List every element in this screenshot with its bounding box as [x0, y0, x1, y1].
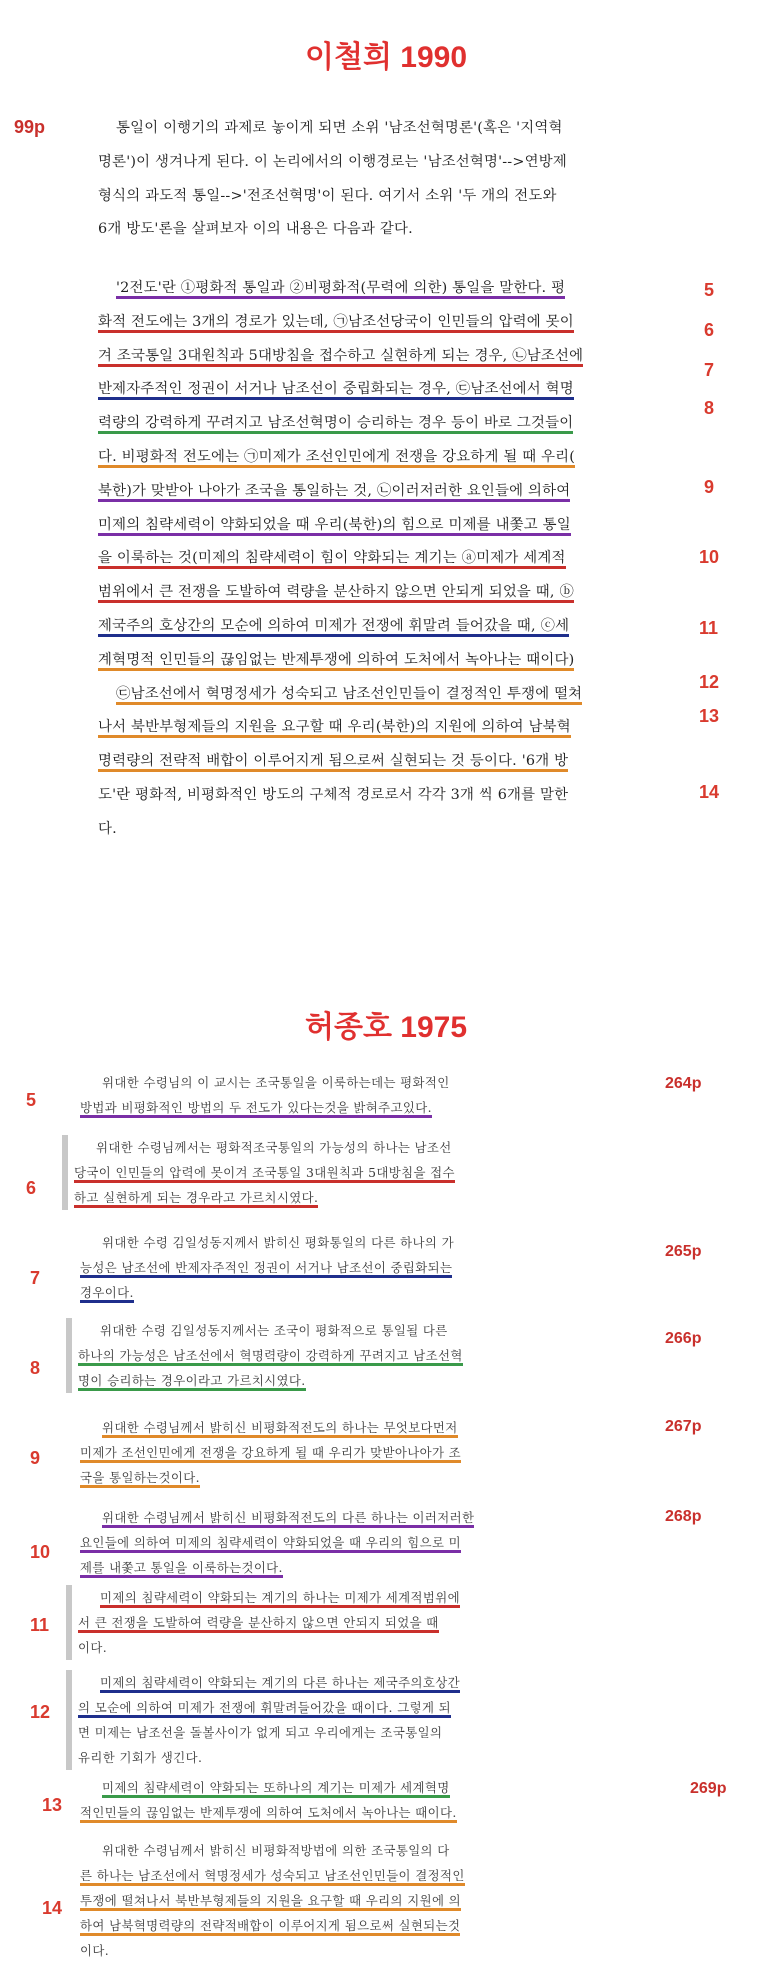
scan-line: [78, 1368, 638, 1393]
marker-12: 12: [699, 672, 720, 692]
body-line: 도'란 평화적, 비평화적인 방도의 구체적 경로로서 각각 3개 씩 6개를 말한: [98, 786, 569, 803]
body-line: [98, 610, 698, 644]
body-line-text: 제국주의 호상간의 모순에 의하여 미제가 전쟁에 휘말려 들어갔을 때, ⓒ세: [98, 618, 569, 637]
scan-line-text: 방법과 비평화적인 방법의 두 전도가 있다는것을 밝혀주고있다.: [80, 1100, 432, 1118]
block-7: [80, 1230, 640, 1305]
body-line-text: '2전도'란 ①평화적 통일과 ②비평화적(무력에 의한) 통일을 말한다. 평: [116, 280, 565, 299]
body-line-text: 다. 비평화적 전도에는 ㉠미제가 조선인민에게 전쟁을 강요하게 될 때 우리(: [98, 449, 575, 468]
body-line: [98, 711, 698, 745]
scan-line: [80, 1800, 640, 1825]
block-8-page: 266p: [665, 1330, 702, 1347]
block-9: [80, 1415, 640, 1490]
marker-10: 10: [699, 547, 720, 567]
body-line-text: 반제자주적인 정권이 서거나 남조선이 중립화되는 경우, ㉢남조선에서 혁명: [98, 381, 574, 400]
marker-11: 11: [699, 618, 719, 638]
scan-line: [80, 1863, 640, 1888]
block-10-page: 268p: [665, 1508, 702, 1525]
scan-line-text: 하고 실현하게 되는 경우라고 가르치시였다.: [74, 1190, 318, 1208]
body-line: [98, 542, 698, 576]
section1-title: 이철희 1990: [304, 41, 467, 74]
block-13: [80, 1775, 640, 1825]
body-line: [98, 509, 698, 543]
scan-line-text: 제를 내쫓고 통일을 이룩하는것이다.: [80, 1560, 283, 1578]
scan-line-text: 경우이다.: [80, 1285, 134, 1303]
scan-line: [80, 1505, 640, 1530]
body-line-text: 계혁명적 인민들의 끊임없는 반제투쟁에 의하여 도처에서 녹아나는 때이다): [98, 652, 574, 671]
scan-line: [80, 1415, 640, 1440]
scan-line-text: 위대한 수령님께서 밝히신 비평화적방법에 의한 조국통일의 다: [102, 1843, 450, 1858]
body-line-text: 명력량의 전략적 배합이 이루어지게 됨으로써 실현되는 것 등이다. '6개 방: [98, 753, 568, 772]
intro-line: 통일이 이행기의 과제로 놓이게 되면 소위 '남조선혁명론'(혹은 '지역혁: [116, 120, 563, 136]
block-14-num: 14: [42, 1898, 63, 1918]
scan-line: [80, 1440, 640, 1465]
marker-6: 6: [704, 320, 715, 340]
scan-line: [78, 1695, 638, 1720]
scan-line-text: 위대한 수령님의 이 교시는 조국통일을 이룩하는데는 평화적인: [102, 1075, 450, 1090]
block-7-page: 265p: [665, 1243, 702, 1260]
block-10-num: 10: [30, 1542, 51, 1562]
body-line-text: 북한)가 맞받아 나아가 조국을 통일하는 것, ㉡이러저러한 요인들에 의하여: [98, 483, 570, 502]
intro-line: 형식의 과도적 통일-->'전조선혁명'이 된다. 여기서 소위 '두 개의 전도와: [98, 187, 557, 204]
scan-line-text: 미제가 조선인민에게 전쟁을 강요하게 될 때 우리가 맞받아나아가 조: [80, 1445, 461, 1463]
scan-line: [80, 1555, 640, 1580]
body-line-text: 력량의 강력하게 꾸려지고 남조선혁명이 승리하는 경우 등이 바로 그것들이: [98, 415, 573, 434]
scan-line: [80, 1913, 640, 1938]
body-line: [98, 475, 698, 509]
block-13-page: 269p: [690, 1780, 727, 1797]
body-line: [98, 407, 698, 441]
intro-line: 명론')이 생겨나게 된다. 이 논리에서의 이행경로는 '남조선혁명'-->연방제: [98, 153, 567, 170]
scan-line-text: 위대한 수령님께서 밝히신 비평화적전도의 다른 하나는 이러저러한: [102, 1510, 474, 1528]
scan-line-text: 의 모순에 의하여 미제가 전쟁에 휘말려들어갔을 때이다. 그렇게 되: [78, 1700, 451, 1718]
body-line: [98, 340, 698, 374]
scan-line-text: 하나의 가능성은 남조선에서 혁명력량이 강력하게 꾸려지고 남조선혁: [78, 1348, 463, 1366]
body-line: [98, 745, 698, 779]
scan-line: [80, 1070, 640, 1095]
body-line-text: 화적 전도에는 3개의 경로가 있는데, ㉠남조선당국이 인민들의 압력에 못이: [98, 314, 574, 333]
scan-line-text: 이다.: [78, 1640, 108, 1655]
scan-line-text: 미제의 침략세력이 약화되는 또하나의 계기는 미제가 세계혁명: [102, 1780, 450, 1798]
body-line-text: 범위에서 큰 전쟁을 도발하여 력량을 분산하지 않으면 안되게 되었을 때, ⓑ: [98, 584, 574, 603]
scan-line: [78, 1720, 638, 1745]
block-9-num: 9: [30, 1448, 41, 1468]
body-line: [98, 576, 698, 610]
scan-line-text: 능성은 남조선에 반제자주적인 정권이 서거나 남조선이 중립화되는: [80, 1260, 452, 1278]
block-13-num: 13: [42, 1795, 63, 1815]
scan-line: [80, 1938, 640, 1963]
scan-line: [74, 1135, 634, 1160]
marker-9: 9: [704, 477, 715, 497]
scan-line: [80, 1465, 640, 1490]
scan-line-text: 유리한 기회가 생긴다.: [78, 1750, 203, 1765]
body-line-text: 겨 조국통일 3대원칙과 5대방침을 접수하고 실현하게 되는 경우, ㉡남조선에: [98, 348, 583, 367]
scan-line: [80, 1280, 640, 1305]
scan-line-text: 국을 통일하는것이다.: [80, 1470, 200, 1488]
scan-line-text: 위대한 수령 김일성동지께서는 조국이 평화적으로 통일될 다른: [100, 1323, 448, 1338]
scan-line: [78, 1745, 638, 1770]
block-6-num: 6: [26, 1178, 37, 1198]
block-11: [66, 1585, 638, 1660]
scan-line: [80, 1530, 640, 1555]
body-line-text: ㉢남조선에서 혁명정세가 성숙되고 남조선인민들이 결정적인 투쟁에 떨쳐: [116, 686, 582, 705]
block-9-page: 267p: [665, 1418, 702, 1435]
body-line-text: 나서 북반부형제들의 지원을 요구할 때 우리(북한)의 지원에 의하여 남북혁: [98, 719, 571, 738]
intro-line: 6개 방도'론을 살펴보자 이의 내용은 다음과 같다.: [98, 221, 413, 238]
marker-13: 13: [699, 706, 720, 726]
block-12: [66, 1670, 638, 1770]
scan-line: [80, 1838, 640, 1863]
body-line: [98, 678, 698, 712]
scan-line-text: 요인들에 의하여 미제의 침략세력이 약화되었을 때 우리의 힘으로 미: [80, 1535, 461, 1553]
block-7-num: 7: [30, 1268, 41, 1288]
body-line-text: 을 이룩하는 것(미제의 침략세력이 힘이 약화되는 계기는 ⓐ미제가 세계적: [98, 550, 566, 569]
scan-line: [78, 1635, 638, 1660]
block-10: [80, 1505, 640, 1580]
section1-intro: [98, 112, 698, 247]
scan-line-text: 미제의 침략세력이 약화되는 계기의 하나는 미제가 세계적범위에: [100, 1590, 460, 1608]
block-5-num: 5: [26, 1090, 37, 1110]
block-14: [80, 1838, 640, 1963]
body-line: [98, 644, 698, 678]
body-line: [98, 373, 698, 407]
scan-line-text: 명이 승리하는 경우이라고 가르치시였다.: [78, 1373, 306, 1391]
scan-line-text: 위대한 수령님께서 밝히신 비평화적전도의 하나는 무엇보다먼저: [102, 1420, 458, 1438]
scan-line: [78, 1670, 638, 1695]
block-8-num: 8: [30, 1358, 41, 1378]
marker-14: 14: [699, 782, 720, 802]
scan-line-text: 위대한 수령 김일성동지께서 밝히신 평화통일의 다른 하나의 가: [102, 1235, 454, 1250]
scan-line-text: 투쟁에 떨쳐나서 북반부형제들의 지원을 요구할 때 우리의 지원에 의: [80, 1893, 461, 1911]
block-6: [62, 1135, 634, 1210]
block-5-page: 264p: [665, 1075, 702, 1092]
scan-line-text: 서 큰 전쟁을 도발하여 력량을 분산하지 않으면 안되지 되었을 때: [78, 1615, 439, 1633]
scan-line: [80, 1230, 640, 1255]
scan-line-text: 면 미제는 남조선을 돌볼사이가 없게 되고 우리에게는 조국통일의: [78, 1725, 443, 1740]
marker-5: 5: [704, 280, 715, 300]
scan-line: [78, 1610, 638, 1635]
scan-line: [80, 1775, 640, 1800]
section1-body: [98, 272, 698, 847]
scan-line-text: 적인민들의 끊임없는 반제투쟁에 의하여 도처에서 녹아나는 때이다.: [80, 1805, 457, 1823]
body-line: 다.: [98, 820, 117, 837]
scan-line-text: 미제의 침략세력이 약화되는 계기의 다른 하나는 제국주의호상간: [100, 1675, 460, 1693]
marker-7: 7: [704, 360, 715, 380]
body-line: [98, 441, 698, 475]
scan-line: [80, 1095, 640, 1120]
scan-line-text: 위대한 수령님께서는 평화적조국통일의 가능성의 하나는 남조선: [96, 1140, 452, 1155]
scan-line-text: 른 하나는 남조선에서 혁명정세가 성숙되고 남조선인민들이 결정적인: [80, 1868, 465, 1886]
scan-line: [74, 1185, 634, 1210]
body-line: [98, 306, 698, 340]
body-line: [98, 272, 698, 306]
body-line-text: 미제의 침략세력이 약화되었을 때 우리(북한)의 힘으로 미제를 내쫓고 통일: [98, 517, 571, 536]
scan-line: [80, 1888, 640, 1913]
scan-line-text: 하여 남북혁명력량의 전략적배합이 이루어지게 됨으로써 실현되는것: [80, 1918, 460, 1936]
section1-page-label: 99p: [14, 117, 46, 137]
block-11-num: 11: [30, 1615, 50, 1635]
scan-line: [78, 1585, 638, 1610]
scan-line: [78, 1343, 638, 1368]
scan-line: [80, 1255, 640, 1280]
marker-8: 8: [704, 398, 715, 418]
scan-line-text: 이다.: [80, 1943, 110, 1958]
scan-line: [74, 1160, 634, 1185]
block-8: [66, 1318, 638, 1393]
scan-line: [78, 1318, 638, 1343]
block-12-num: 12: [30, 1702, 51, 1722]
scan-line-text: 당국이 인민들의 압력에 못이겨 조국통일 3대원칙과 5대방침을 접수: [74, 1165, 455, 1183]
block-5: [80, 1070, 640, 1120]
section2-title: 허종호 1975: [304, 1011, 467, 1044]
